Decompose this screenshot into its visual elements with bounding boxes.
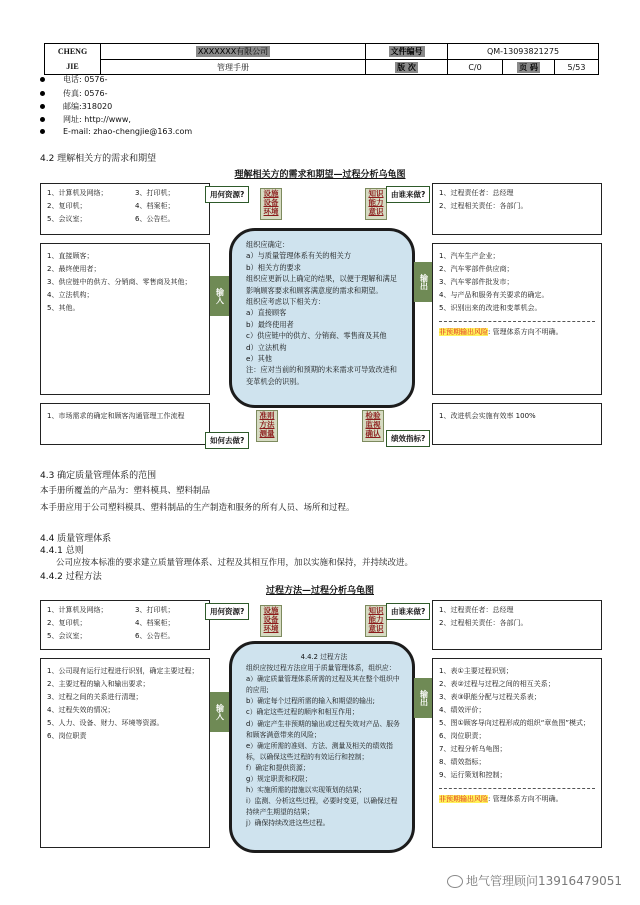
unexpected-output-risk: 非预期输出风险: 管理体系方向不明确。 — [439, 328, 563, 336]
rev-label-cell — [366, 59, 448, 74]
diagram1-output-box: 1、汽车生产企业； 2、汽车零部件供应商； 3、汽车零部件批发市； 4、与产品和服务有关要求的确定。 5、识别出来的改进和变革机会。 非预期输出风险: 管理体系方向不明确。 — [432, 243, 602, 395]
diagram2-output-box: 1、表①主要过程识别； 2、表②过程与过程之间的相互关系； 3、表③职能分配与过程关系表； 4、绩效评价； 5、图①顾客导向过程形成的组织“章鱼图”模式； 6、岗位职责； 7、过程分析乌龟图； 8、绩效指标； 9、运行策划和控制； 非预期输出风险: 管理体系方向不明确。 — [432, 658, 602, 848]
section-4-4-1-heading: 4.4.1 总则 — [40, 546, 84, 556]
diagram2-facilities-tag: 设施 设备 环境 — [260, 605, 282, 637]
section-4-3-heading: 4.3 确定质量管理体系的范围 — [40, 471, 157, 481]
diagram1-knowledge-tag: 知识 能力 意识 — [365, 188, 387, 220]
resources-row: 1、计算机及网络； 3、打印机； — [47, 189, 175, 197]
scope-application: 本手册应用于公司塑料模具、塑料制品的生产制造和服务的所有人员、场所和过程。 — [40, 503, 355, 513]
page-label-cell — [503, 59, 555, 74]
diagram1-who-box: 1、过程责任者：总经理 2、过程相关责任：各部门。 — [432, 183, 602, 235]
rev-label: 版 次 — [397, 62, 416, 72]
diagram2-input-arrow: 输入 — [210, 692, 230, 732]
divider — [439, 788, 595, 789]
diagram1-q-metrics: 绩效指标? — [386, 430, 430, 447]
contact-website: 网址: http://www, — [40, 114, 131, 125]
unexpected-output-risk: 非预期输出风险: 管理体系方向不明确。 — [439, 795, 563, 803]
resources-row: 2、复印机； 4、档案柜； — [47, 202, 175, 210]
diagram2-q-resources: 用何资源? — [205, 603, 249, 620]
diagram1-criteria-tag: 准则 方法 测量 — [256, 410, 278, 442]
rev-value: C/0 — [448, 59, 503, 74]
diagram1-inspection-tag: 检验 监视 确认 — [362, 410, 384, 442]
contact-fax: 传真: 0576- — [40, 88, 107, 99]
doc-no: QM-13093821275 — [486, 47, 560, 56]
resources-row: 1、计算机及网络； 3、打印机； — [47, 606, 175, 614]
bullet-icon — [40, 91, 45, 96]
manual-name: 管理手册 — [101, 59, 366, 74]
diagram1-output-arrow: 输出 — [414, 262, 434, 302]
diagram1-how-box: 1、市场需求的确定和顾客沟通管理工作流程 — [40, 403, 210, 445]
diagram2-title: 过程方法—过程分析乌龟图 — [265, 586, 374, 596]
resources-row: 5、会议室； 6、公告栏。 — [47, 632, 175, 640]
section-4-2-heading: 4.2 理解相关方的需求和期望 — [40, 154, 157, 164]
diagram1-title: 理解相关方的需求和期望—过程分析乌龟图 — [234, 170, 406, 180]
company-code-line1: CHENG — [45, 44, 101, 59]
diagram2-knowledge-tag: 知识 能力 意识 — [365, 605, 387, 637]
divider — [439, 321, 595, 322]
contact-postcode: 邮编:318020 — [40, 101, 112, 112]
diagram1-q-how: 如何去做? — [205, 432, 249, 449]
diagram1-input-box: 1、直接顾客； 2、最终使用者； 3、供应链中的供方、分销商、零售商及其他； 4、立法机构； 5、其他。 — [40, 243, 210, 395]
company-name: XXXXXXX有限公司 — [197, 47, 269, 56]
diagram1-input-arrow: 输入 — [210, 276, 230, 316]
diagram2-q-who: 由谁来做? — [386, 603, 430, 620]
diagram2-center-process: 4.4.2 过程方法 组织应按过程方法应用于质量管理体系，组织应： a）确定质量管理体系所需的过程及其在整个组织中的应用; b）确定每个过程所需的输入和期望的输出; c）确定这些过程的顺序和相互作用； d）确定产生非预期的输出或过程失效对产品、服务和顾客满意带来的风险； e）确定所需的准则、方法、测量及相关的绩效指标，以确保这些过程的有效运行和控制； f）确定和提供资源； g）规定职责和权限； h）实施所需的措施以实现策划的结果； i）监测、分析这些过程，必要时变更，以确保过程持续产生期望的结果； j）确保持续改进这些过程。 — [229, 641, 415, 853]
bullet-icon — [40, 77, 45, 82]
diagram1-q-resources: 用何资源? — [205, 186, 249, 203]
section-4-4-2-heading: 4.4.2 过程方法 — [40, 572, 102, 582]
doc-no-label: 文件编号 — [390, 47, 423, 56]
diagram1-metric-box: 1、改进机会实施有效率 100% — [432, 403, 602, 445]
bullet-icon — [40, 129, 45, 134]
page-label: 页 码 — [519, 62, 538, 72]
diagram2-who-box: 1、过程责任者：总经理 2、过程相关责任：各部门。 — [432, 600, 602, 650]
document-header — [44, 43, 599, 75]
diagram1-q-who: 由谁来做? — [386, 186, 430, 203]
general-text: 公司应按本标准的要求建立质量管理体系、过程及其相互作用，加以实施和保持，并持续改进。 — [56, 558, 414, 568]
section-4-4-heading: 4.4 质量管理体系 — [40, 534, 112, 544]
resources-row: 2、复印机； 4、档案柜； — [47, 619, 175, 627]
watermark: 地气管理顾问13916479051 — [447, 872, 622, 889]
wechat-icon — [447, 875, 463, 888]
resources-row: 5、会议室； 6、公告栏。 — [47, 215, 175, 223]
contact-email: E-mail: zhao-chengjie@163.com — [40, 127, 192, 136]
bullet-icon — [40, 117, 45, 122]
diagram2-input-box: 1、公司现有运行过程进行识别，确定主要过程； 2、主要过程的输入和输出要求； 3、过程之间的关系进行清理； 4、过程失效的情况； 5、人力、设备、财力、环境等资源。 6、岗位职责 — [40, 658, 210, 848]
diagram2-center-title: 4.4.2 过程方法 — [300, 653, 348, 661]
diagram1-facilities-tag: 设施 设备 环境 — [260, 188, 282, 220]
page-number: 5/53 — [555, 59, 598, 74]
diagram1-resources-box — [40, 183, 210, 235]
doc-no-label-cell — [366, 44, 448, 59]
scope-products: 本手册所覆盖的产品为：塑料模具、塑料制品 — [40, 486, 211, 496]
contact-phone: 电话: 0576- — [40, 74, 107, 85]
company-code-line2: JIE — [45, 59, 101, 74]
diagram1-center-process: 组织应确定： a）与质量管理体系有关的相关方 b）相关方的要求 组织应更新以上确定的结果，以便于理解和满足影响顾客要求和顾客满意度的需求和期望。 组织应考虑以下相关方： a）直接顾客 b）最终使用者 c）供应链中的供方、分销商、零售商及其他 d）立法机构 e）其他 注：应对当前的和预期的未来需求可导致改进和变革机会的识别。 — [229, 228, 415, 408]
bullet-icon — [40, 104, 45, 109]
diagram2-resources-box — [40, 600, 210, 650]
company-name-cell — [101, 44, 366, 59]
diagram2-output-arrow: 输出 — [414, 678, 434, 718]
